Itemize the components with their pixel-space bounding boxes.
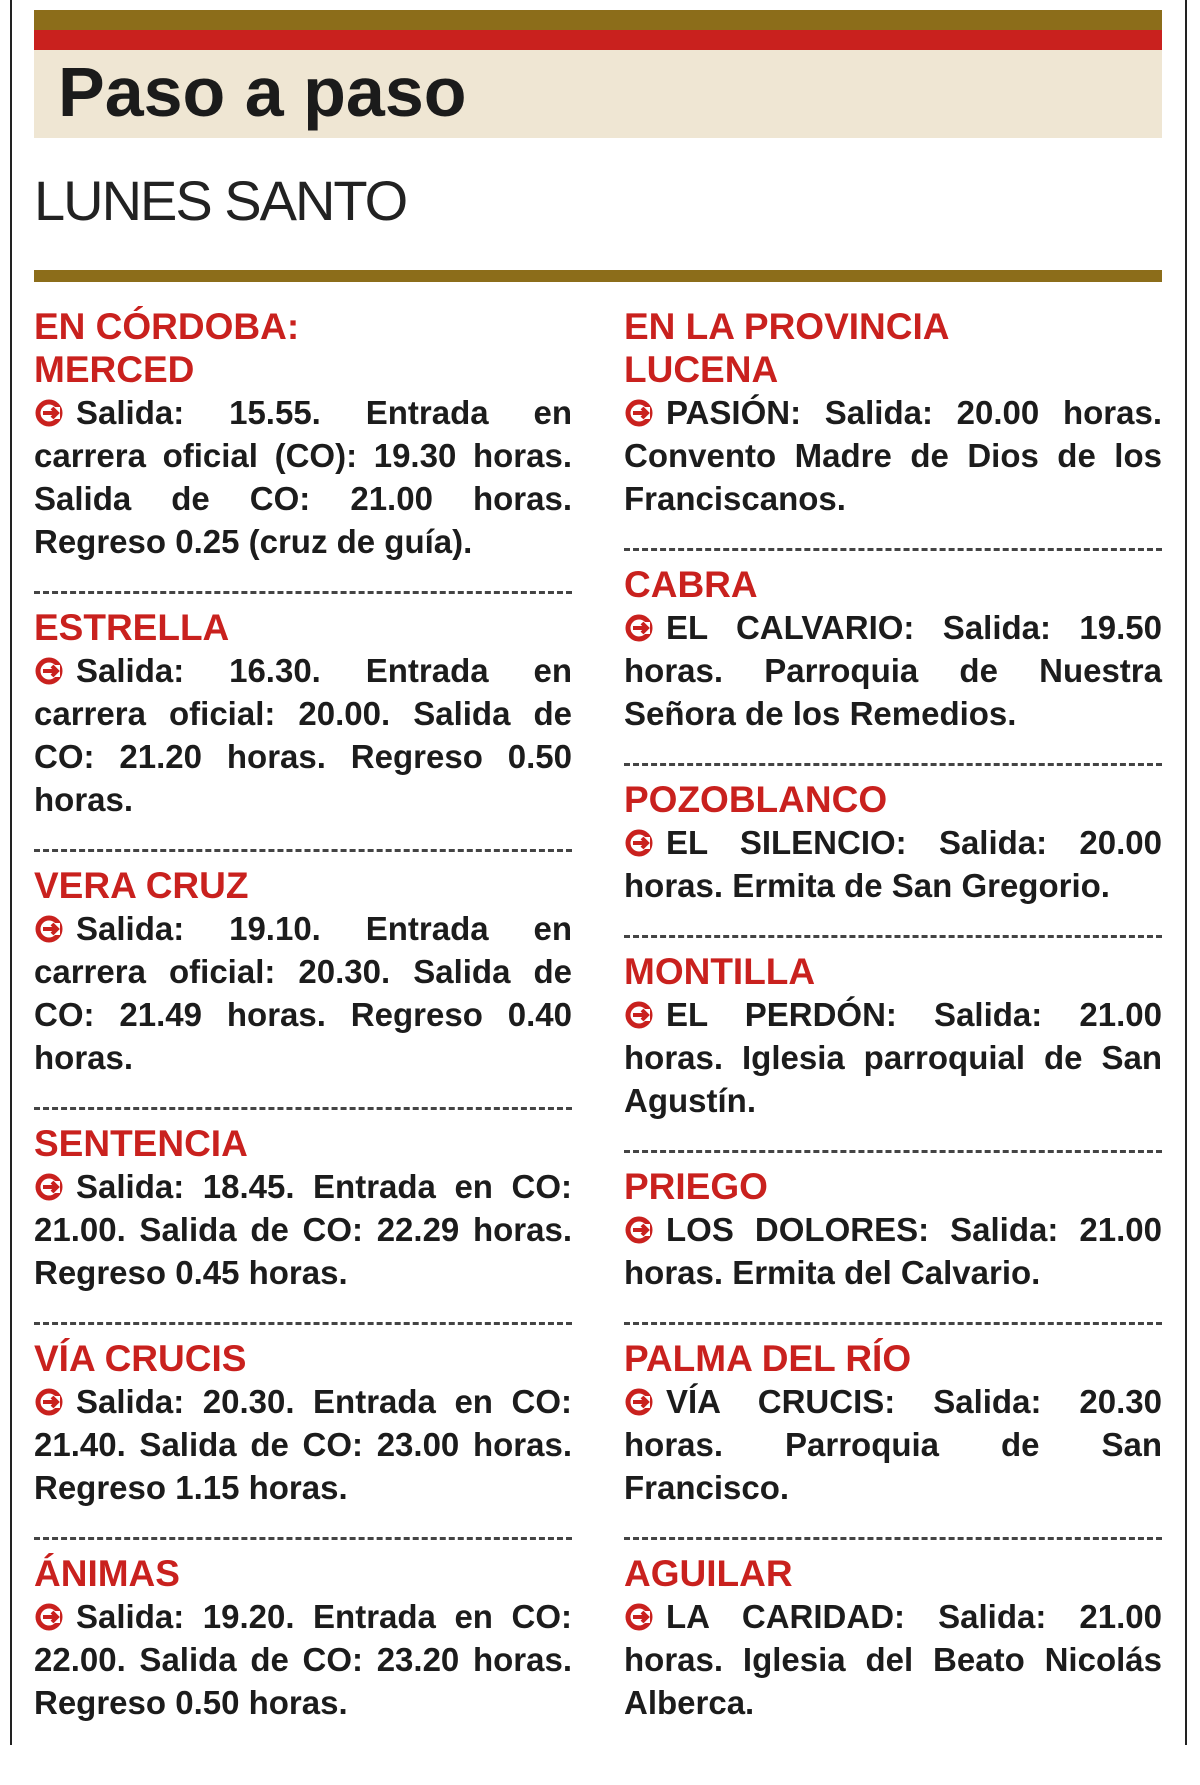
entry-body <box>624 606 1162 735</box>
arrow-bullet-icon <box>624 1000 654 1030</box>
header-olive-bar <box>34 10 1162 30</box>
entry-body <box>34 391 572 563</box>
entry-heading: ESTRELLA <box>34 607 230 648</box>
entry-heading: LUCENA <box>624 349 779 390</box>
dashed-separator <box>624 1537 1162 1540</box>
entry-text: Salida: 15.55. Entrada en carrera oficial (CO): 19.30 horas. Salida de CO: 21.00 horas. Regreso 0.25 (cruz de guía). <box>34 394 572 560</box>
page-subtitle: LUNES SANTO <box>34 169 407 232</box>
entry-body <box>34 649 572 821</box>
entry-body <box>624 391 1162 520</box>
dashed-separator <box>34 849 572 852</box>
entry-body <box>624 821 1162 907</box>
entry-lucena <box>624 348 1162 520</box>
column-cordoba <box>34 305 572 1724</box>
arrow-bullet-icon <box>624 1215 654 1245</box>
entry-heading: SENTENCIA <box>34 1123 248 1164</box>
section-heading-cordoba: EN CÓRDOBA: <box>34 306 300 347</box>
arrow-bullet-icon <box>624 828 654 858</box>
entry-via-crucis <box>34 1337 572 1509</box>
dashed-separator <box>624 548 1162 551</box>
entry-text: Salida: 19.10. Entrada en carrera oficial: 20.30. Salida de CO: 21.49 horas. Regreso 0.40 horas. <box>34 910 572 1076</box>
dashed-separator <box>34 591 572 594</box>
entry-montilla <box>624 950 1162 1122</box>
entry-text: VÍA CRUCIS: Salida: 20.30 horas. Parroquia de San Francisco. <box>624 1383 1162 1506</box>
entry-text: Salida: 20.30. Entrada en CO: 21.40. Salida de CO: 23.00 horas. Regreso 1.15 horas. <box>34 1383 572 1506</box>
dashed-separator <box>34 1322 572 1325</box>
entry-animas <box>34 1552 572 1724</box>
page-title: Paso a paso <box>58 53 467 131</box>
dashed-separator <box>624 1150 1162 1153</box>
entry-text: LA CARIDAD: Salida: 21.00 horas. Iglesia del Beato Nicolás Alberca. <box>624 1598 1162 1721</box>
entry-heading: ÁNIMAS <box>34 1553 180 1594</box>
entry-heading: POZOBLANCO <box>624 779 888 820</box>
entry-estrella <box>34 606 572 821</box>
arrow-bullet-icon <box>624 613 654 643</box>
entry-text: Salida: 16.30. Entrada en carrera oficial: 20.00. Salida de CO: 21.20 horas. Regreso 0.50 horas. <box>34 652 572 818</box>
arrow-bullet-icon <box>34 398 64 428</box>
arrow-bullet-icon <box>34 914 64 944</box>
entry-body <box>624 1595 1162 1724</box>
entry-text: EL SILENCIO: Salida: 20.00 horas. Ermita de San Gregorio. <box>624 824 1162 904</box>
entry-heading: MERCED <box>34 349 195 390</box>
entry-text: LOS DOLORES: Salida: 21.00 horas. Ermita del Calvario. <box>624 1211 1162 1291</box>
dashed-separator <box>34 1537 572 1540</box>
entry-heading: PALMA DEL RÍO <box>624 1338 912 1379</box>
dashed-separator <box>34 1107 572 1110</box>
arrow-bullet-icon <box>624 1602 654 1632</box>
page-border-left <box>10 0 12 1745</box>
entry-pozoblanco <box>624 778 1162 907</box>
arrow-bullet-icon <box>34 656 64 686</box>
entry-palma-del-rio <box>624 1337 1162 1509</box>
entry-cabra <box>624 563 1162 735</box>
entry-body <box>624 1208 1162 1294</box>
entry-text: PASIÓN: Salida: 20.00 horas. Convento Madre de Dios de los Franciscanos. <box>624 394 1162 517</box>
entry-body <box>34 1595 572 1724</box>
entry-aguilar <box>624 1552 1162 1724</box>
entry-text: EL CALVARIO: Salida: 19.50 horas. Parroquia de Nuestra Señora de los Remedios. <box>624 609 1162 732</box>
entry-body <box>624 993 1162 1122</box>
header-red-bar <box>34 30 1162 50</box>
arrow-bullet-icon <box>624 398 654 428</box>
entry-body <box>34 1380 572 1509</box>
section-divider <box>34 270 1162 282</box>
entry-merced <box>34 348 572 563</box>
dashed-separator <box>624 763 1162 766</box>
entry-body <box>624 1380 1162 1509</box>
arrow-bullet-icon <box>624 1387 654 1417</box>
entry-heading: MONTILLA <box>624 951 816 992</box>
dashed-separator <box>624 935 1162 938</box>
page-border-right <box>1185 0 1187 1745</box>
dashed-separator <box>624 1322 1162 1325</box>
entry-heading: AGUILAR <box>624 1553 793 1594</box>
entry-heading: VÍA CRUCIS <box>34 1338 247 1379</box>
arrow-bullet-icon <box>34 1387 64 1417</box>
entry-vera-cruz <box>34 864 572 1079</box>
entry-priego <box>624 1165 1162 1294</box>
entry-heading: VERA CRUZ <box>34 865 249 906</box>
section-heading-provincia: EN LA PROVINCIA <box>624 306 950 347</box>
column-provincia <box>624 305 1162 1724</box>
arrow-bullet-icon <box>34 1172 64 1202</box>
entry-body <box>34 1165 572 1294</box>
entry-heading: CABRA <box>624 564 758 605</box>
entry-body <box>34 907 572 1079</box>
entry-text: Salida: 19.20. Entrada en CO: 22.00. Salida de CO: 23.20 horas. Regreso 0.50 horas. <box>34 1598 572 1721</box>
entry-text: Salida: 18.45. Entrada en CO: 21.00. Salida de CO: 22.29 horas. Regreso 0.45 horas. <box>34 1168 572 1291</box>
entry-heading: PRIEGO <box>624 1166 768 1207</box>
entry-text: EL PERDÓN: Salida: 21.00 horas. Iglesia parroquial de San Agustín. <box>624 996 1162 1119</box>
entry-sentencia <box>34 1122 572 1294</box>
arrow-bullet-icon <box>34 1602 64 1632</box>
